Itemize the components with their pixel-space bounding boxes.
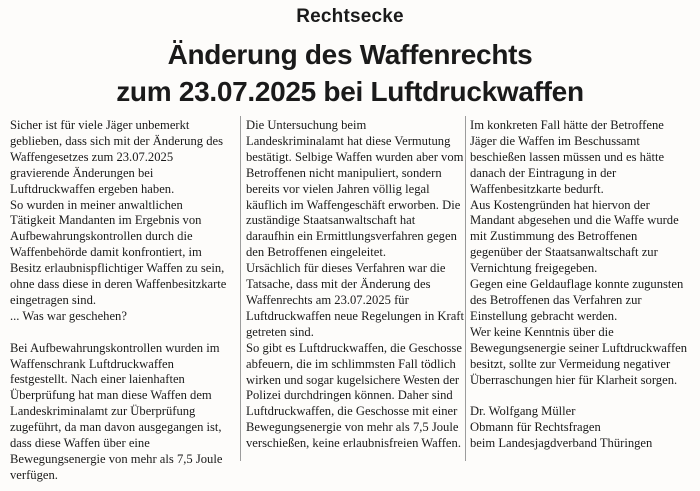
paragraph: Im konkreten Fall hätte der Betroffene Jäger die Waffen im Beschussamt beschießen lassen müssen und es hätte danach der Eintragung in der Waffenbesitzkarte bedurft. [470, 118, 665, 196]
author-name: Dr. Wolfgang Müller [470, 404, 576, 419]
headline-line-1: Änderung des Waffenrechts [167, 39, 533, 70]
article-column-2 [246, 118, 464, 452]
paragraph: Die Untersuchung beim Landeskriminalamt hat diese Vermutung bestätigt. Selbige Waffen wurden aber vom Betroffenen nicht manipuliert, sondern bereits vor vielen Jahren völlig legal käuflich im Waffengeschäft erworben. Die zuständige Staatsanwaltschaft hat daraufhin ein Ermittlungsverfahren gegen den Betroffenen eingeleitet. [246, 118, 464, 260]
paragraph: Gegen eine Geldauflage konnte zugunsten des Betroffenen das Verfahren zur Einstellung gebracht werden. [470, 277, 684, 323]
paragraph-spacer [10, 325, 230, 341]
author-role: Obmann für Rechtsfragen [470, 420, 601, 435]
paragraph: So wurden in meiner anwaltlichen Tätigkeit Mandanten im Ergebnis von Aufbewahrungskontrollen durch die Waffenbehörde damit konfrontiert, im Besitz erlaubnispflichtiger Waffen zu sein, ohne dass diese in deren Waffenbesitzkarte eingetragen sind. [10, 197, 227, 307]
article-column-1 [10, 118, 230, 484]
author-organization: beim Landesjagdverband Thüringen [470, 436, 653, 451]
column-divider [465, 116, 466, 461]
paragraph: Bei Aufbewahrungskontrollen wurden im Waffenschrank Luftdruckwaffen festgestellt. Nach einer laienhaften Überprüfung hat man diese Waffen dem Landeskriminalamt zur Überprüfung zugeführt, da man davon ausgegangen ist, dass diese Waffen über eine Bewegungsenergie von mehr als 7,5 Joule verfügen. [10, 340, 223, 482]
column-divider [240, 116, 241, 461]
paragraph: Sicher ist für viele Jäger unbemerkt geblieben, dass sich mit der Änderung des Waffengesetzes zum 23.07.2025 gravierende Änderungen bei Luftdruckwaffen ergeben haben. [10, 118, 223, 196]
paragraph-spacer [470, 388, 690, 404]
paragraph: So gibt es Luftdruckwaffen, die Geschosse abfeuern, die im schlimmsten Fall tödlich wirken und sogar kugelsichere Westen der Polizei durchdringen können. Daher sind Luftdruckwaffen, die Geschosse mit einer Bewegungsenergie von mehr als 7,5 Joule verschießen, keine erlaubnisfreien Waffen. [246, 340, 462, 451]
article-column-3 [470, 118, 690, 452]
paragraph: Aus Kostengründen hat hiervon der Mandant abgesehen und die Waffe wurde mit Zustimmung des Betroffenen gegenüber der Staatsanwaltschaft zur Vernichtung freigegeben. [470, 197, 679, 276]
section-label: Rechtsecke [296, 6, 404, 27]
article-headline [0, 36, 700, 110]
paragraph: Wer keine Kenntnis über die Bewegungsenergie seiner Luftdruckwaffen besitzt, sollte zur Vermeidung negativer Überraschungen hier für Klarheit sorgen. [470, 324, 688, 387]
headline-line-2: zum 23.07.2025 bei Luftdruckwaffen [116, 76, 584, 107]
paragraph: ... Was war geschehen? [10, 308, 127, 323]
author-signature [470, 404, 690, 452]
paragraph: Ursächlich für dieses Verfahren war die Tatsache, dass mit der Änderung des Waffenrechts am 23.07.2025 für Luftdruckwaffen neue Regelungen in Kraft getreten sind. [246, 261, 464, 339]
